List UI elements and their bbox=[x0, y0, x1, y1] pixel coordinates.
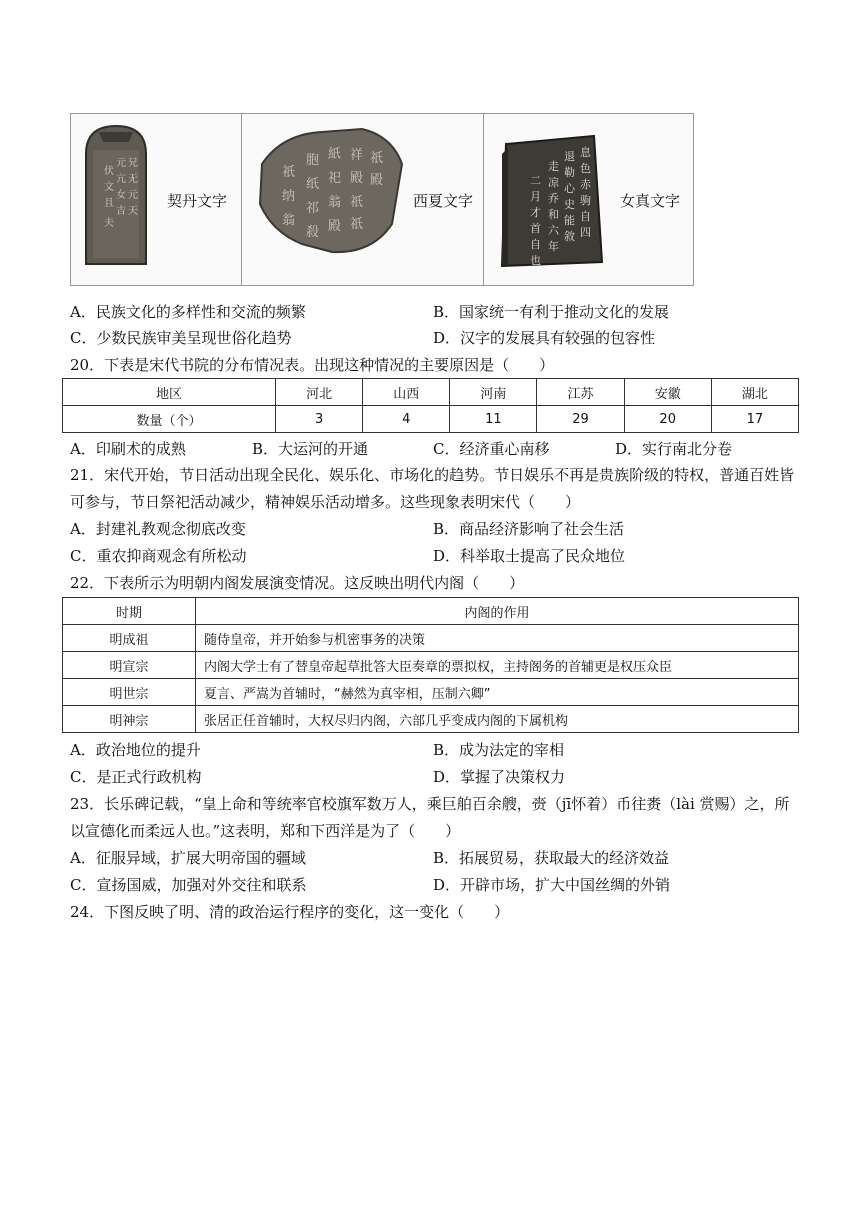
q23-option-c[interactable]: C．宣扬国威，加强对外交往和联系 bbox=[70, 876, 307, 894]
table-cell: 随侍皇帝，并开始参与机密事务的决策 bbox=[196, 625, 799, 652]
table-cell: 数量（个） bbox=[63, 406, 276, 433]
svg-text:首: 首 bbox=[530, 222, 541, 235]
svg-text:紙: 紙 bbox=[328, 147, 342, 162]
table-cell: 江苏 bbox=[537, 379, 624, 406]
svg-text:女: 女 bbox=[116, 190, 126, 201]
svg-text:吉: 吉 bbox=[116, 206, 126, 217]
svg-text:文: 文 bbox=[104, 182, 114, 193]
q22-option-c[interactable]: C．是正式行政机构 bbox=[70, 768, 202, 786]
svg-text:且: 且 bbox=[104, 198, 114, 209]
q22-cabinet-table bbox=[62, 597, 799, 733]
svg-text:祇: 祇 bbox=[370, 151, 384, 166]
svg-text:凉: 凉 bbox=[548, 176, 559, 189]
khitan-panel bbox=[71, 114, 242, 285]
svg-text:祥: 祥 bbox=[350, 148, 364, 163]
svg-text:赤: 赤 bbox=[580, 178, 591, 191]
table-cell: 明成祖 bbox=[63, 625, 196, 652]
svg-text:亢: 亢 bbox=[116, 174, 126, 185]
q19-option-d[interactable]: D．汉字的发展具有较强的包容性 bbox=[433, 329, 656, 347]
table-cell: 明世宗 bbox=[63, 679, 196, 706]
q22-option-d[interactable]: D．掌握了决策权力 bbox=[433, 768, 566, 786]
table-row bbox=[63, 625, 799, 652]
table-cell: 地区 bbox=[63, 379, 276, 406]
table-cell: 明宣宗 bbox=[63, 652, 196, 679]
q20-option-a[interactable]: A．印刷术的成熟 bbox=[70, 440, 186, 458]
table-cell: 内阁大学士有了替皇帝起草批答大臣奏章的票拟权，主持阁务的首辅更是权压众臣 bbox=[196, 652, 799, 679]
svg-text:色: 色 bbox=[580, 162, 591, 175]
svg-text:乔: 乔 bbox=[548, 192, 559, 205]
q21-option-d[interactable]: D．科举取士提高了民众地位 bbox=[433, 547, 626, 565]
table-header: 时期 bbox=[63, 598, 196, 625]
xixia-caption: 西夏文字 bbox=[413, 192, 474, 210]
jurchen-caption: 女真文字 bbox=[620, 192, 681, 210]
svg-text:退: 退 bbox=[564, 150, 575, 163]
svg-text:和: 和 bbox=[548, 208, 559, 221]
table-cell: 20 bbox=[624, 406, 711, 433]
svg-text:六: 六 bbox=[548, 224, 559, 237]
q19-option-c[interactable]: C．少数民族审美呈现世俗化趋势 bbox=[70, 329, 292, 347]
q23-option-d[interactable]: D．开辟市场，扩大中国丝绸的外销 bbox=[433, 876, 671, 894]
svg-text:胞: 胞 bbox=[306, 153, 320, 168]
table-cell: 湖北 bbox=[711, 379, 798, 406]
table-cell: 山西 bbox=[363, 379, 450, 406]
xixia-panel bbox=[242, 114, 484, 285]
table-cell: 4 bbox=[363, 406, 450, 433]
table-row bbox=[63, 706, 799, 733]
svg-text:翁: 翁 bbox=[328, 195, 342, 210]
svg-text:心: 心 bbox=[564, 182, 575, 195]
q20-region-row bbox=[63, 379, 799, 406]
svg-text:殿: 殿 bbox=[350, 171, 364, 186]
svg-text:史: 史 bbox=[564, 198, 575, 211]
table-row bbox=[63, 679, 799, 706]
q20-option-b[interactable]: B．大运河的开通 bbox=[252, 440, 369, 458]
q19-option-b[interactable]: B．国家统一有利于推动文化的发展 bbox=[433, 303, 670, 321]
q20-option-d[interactable]: D．实行南北分卷 bbox=[615, 440, 733, 458]
svg-text:四: 四 bbox=[580, 226, 591, 239]
svg-text:能: 能 bbox=[564, 214, 575, 227]
table-cell: 17 bbox=[711, 406, 798, 433]
q21-option-a[interactable]: A．封建礼教观念彻底改变 bbox=[70, 520, 246, 538]
script-figure bbox=[70, 113, 694, 286]
table-cell: 夏言、严嵩为首辅时，“赫然为真宰相，压制六卿” bbox=[196, 679, 799, 706]
q20-option-c[interactable]: C．经济重心南移 bbox=[433, 440, 550, 458]
table-header: 内阁的作用 bbox=[196, 598, 799, 625]
svg-text:自: 自 bbox=[580, 210, 591, 223]
svg-text:天: 天 bbox=[128, 206, 138, 217]
table-cell: 安徽 bbox=[624, 379, 711, 406]
svg-text:祀: 祀 bbox=[328, 171, 342, 186]
svg-text:纳: 纳 bbox=[282, 189, 296, 204]
q23-option-a[interactable]: A．征服异域，扩展大明帝国的疆域 bbox=[70, 849, 306, 867]
table-cell: 河北 bbox=[276, 379, 363, 406]
svg-text:殿: 殿 bbox=[370, 173, 384, 188]
svg-text:息: 息 bbox=[580, 146, 591, 159]
svg-text:元: 元 bbox=[128, 190, 138, 201]
svg-text:年: 年 bbox=[548, 240, 559, 253]
q20-count-row bbox=[63, 406, 799, 433]
q21-option-c[interactable]: C．重农抑商观念有所松动 bbox=[70, 547, 247, 565]
q21-stem-line2: 可参与，节日祭祀活动减少，精神娱乐活动增多。这些现象表明宋代（ ） bbox=[70, 493, 581, 511]
svg-text:祇: 祇 bbox=[282, 165, 296, 180]
q21-option-b[interactable]: B．商品经济影响了社会生活 bbox=[433, 520, 625, 538]
svg-text:才: 才 bbox=[530, 206, 541, 219]
svg-text:殺: 殺 bbox=[306, 225, 320, 240]
q21-stem-line1: 21．宋代开始，节日活动出现全民化、娱乐化、市场化的趋势。节日娱乐不再是贵族阶级的特权，普通百姓皆 bbox=[70, 466, 795, 484]
q24-stem: 24．下图反映了明、清的政治运行程序的变化，这一变化（ ） bbox=[70, 903, 510, 921]
q23-stem-line2: 以宣德化而柔远人也。”这表明，郑和下西洋是为了（ ） bbox=[70, 822, 461, 840]
q23-stem-line1: 23．长乐碑记载，“皇上命和等统率官校旗军数万人，乘巨舶百余艘，赍（jī怀着）币往赉（lài 赏赐）之，所 bbox=[70, 795, 790, 813]
table-row bbox=[63, 652, 799, 679]
svg-text:月: 月 bbox=[530, 190, 541, 203]
svg-text:兄: 兄 bbox=[128, 158, 138, 169]
jurchen-panel bbox=[484, 114, 693, 285]
table-cell: 明神宗 bbox=[63, 706, 196, 733]
svg-text:夫: 夫 bbox=[104, 218, 114, 229]
q22-header-row bbox=[63, 598, 799, 625]
svg-text:祇: 祇 bbox=[350, 217, 364, 232]
svg-text:伏: 伏 bbox=[104, 166, 114, 177]
svg-text:自: 自 bbox=[530, 238, 541, 251]
table-cell: 11 bbox=[450, 406, 537, 433]
q22-stem: 22．下表所示为明朝内阁发展演变情况。这反映出明代内阁（ ） bbox=[70, 574, 525, 592]
khitan-caption: 契丹文字 bbox=[167, 192, 228, 210]
svg-text:二: 二 bbox=[530, 174, 541, 187]
q22-option-a[interactable]: A．政治地位的提升 bbox=[70, 741, 201, 759]
table-cell: 3 bbox=[276, 406, 363, 433]
table-cell: 29 bbox=[537, 406, 624, 433]
svg-text:纸: 纸 bbox=[306, 177, 320, 192]
table-cell: 张居正任首辅时，大权尽归内阁，六部几乎变成内阁的下属机构 bbox=[196, 706, 799, 733]
q20-academy-table bbox=[62, 378, 799, 433]
svg-text:无: 无 bbox=[128, 174, 138, 185]
svg-text:也: 也 bbox=[530, 254, 541, 267]
table-cell: 河南 bbox=[450, 379, 537, 406]
svg-text:祁: 祁 bbox=[306, 201, 320, 216]
q20-stem: 20．下表是宋代书院的分布情况表。出现这种情况的主要原因是（ ） bbox=[70, 356, 555, 374]
q23-option-b[interactable]: B．拓展贸易，获取最大的经济效益 bbox=[433, 849, 670, 867]
svg-text:殿: 殿 bbox=[328, 219, 342, 234]
svg-text:元: 元 bbox=[116, 158, 126, 169]
svg-text:翁: 翁 bbox=[282, 213, 296, 228]
svg-text:祇: 祇 bbox=[350, 195, 364, 210]
svg-text:驹: 驹 bbox=[580, 194, 591, 207]
svg-text:勒: 勒 bbox=[564, 166, 575, 179]
svg-text:走: 走 bbox=[548, 160, 559, 173]
q19-option-a[interactable]: A．民族文化的多样性和交流的频繁 bbox=[70, 303, 306, 321]
svg-text:敘: 敘 bbox=[564, 230, 575, 243]
q22-option-b[interactable]: B．成为法定的宰相 bbox=[433, 741, 565, 759]
